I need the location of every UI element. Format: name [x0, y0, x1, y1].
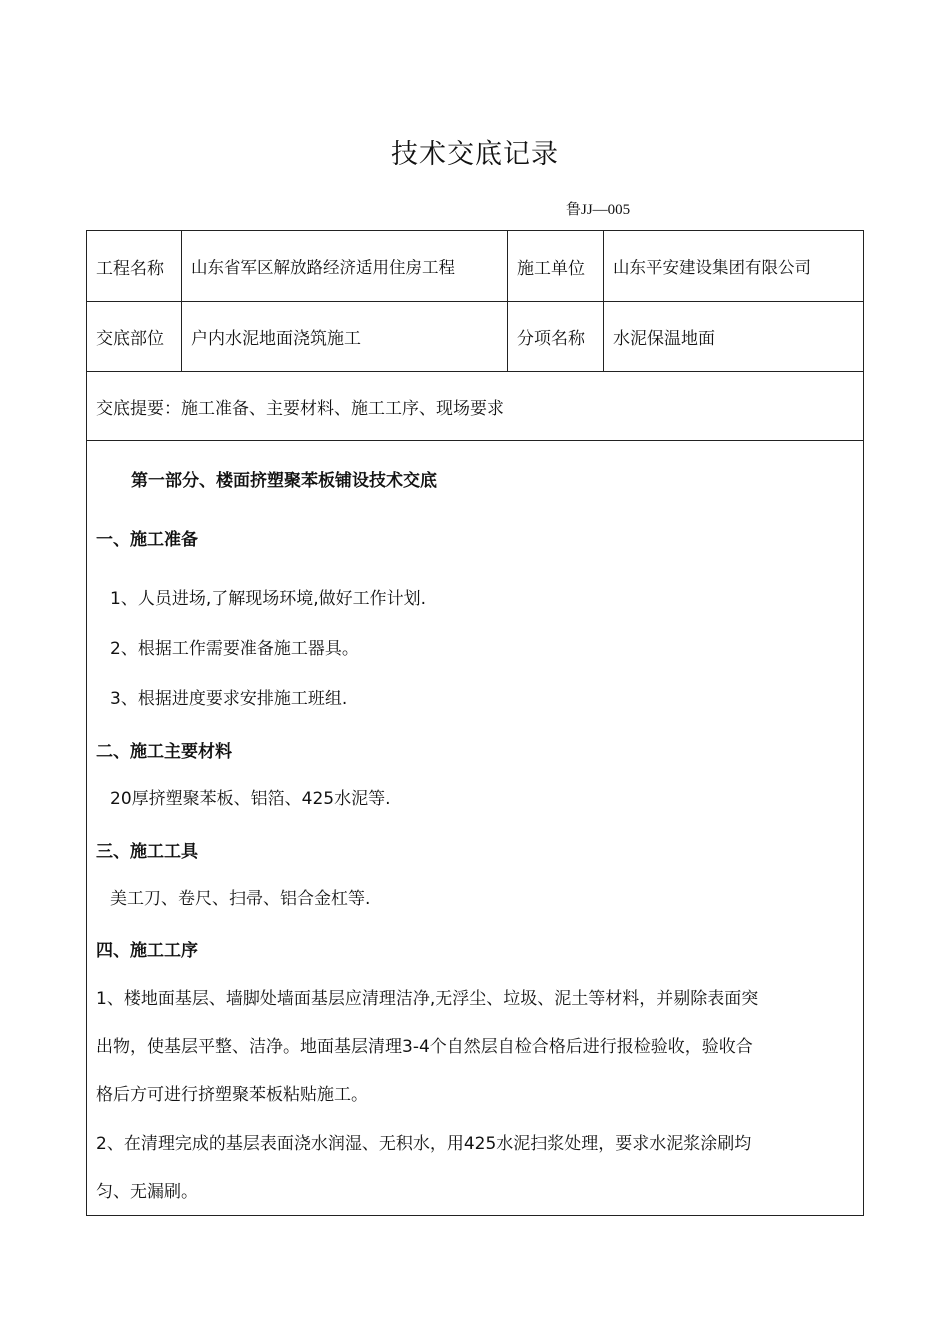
materials-text: 20厚挤塑聚苯板、铝箔、425水泥等. [110, 789, 391, 809]
preparation-item: 2、根据工作需要准备施工器具。 [110, 639, 359, 659]
procedure-line: 出物，使基层平整、洁净。地面基层清理3-4个自然层自检合格后进行报检验收，验收合 [96, 1037, 753, 1057]
row-summary [87, 372, 863, 441]
preparation-item: 1、人员进场,了解现场环境,做好工作计划. [110, 589, 427, 609]
procedure-line: 格后方可进行挤塑聚苯板粘贴施工。 [96, 1085, 368, 1105]
part-heading: 第一部分、楼面挤塑聚苯板铺设技术交底 [131, 471, 437, 491]
section-heading-materials: 二、施工主要材料 [96, 742, 232, 762]
section-heading-procedure: 四、施工工序 [96, 941, 198, 961]
row-project [87, 231, 863, 302]
section-heading-tools: 三、施工工具 [96, 842, 198, 862]
summary-text: 交底提要：施工准备、主要材料、施工工序、现场要求 [96, 398, 504, 419]
row-part [87, 302, 863, 372]
preparation-item: 3、根据进度要求安排施工班组. [110, 689, 348, 709]
procedure-line: 2、在清理完成的基层表面浇水润湿、无积水，用425水泥扫浆处理，要求水泥浆涂刷均 [96, 1134, 752, 1154]
form-code: 鲁JJ—005 [566, 202, 631, 218]
procedure-line: 匀、无漏刷。 [96, 1182, 198, 1202]
part-label: 交底部位 [96, 329, 164, 349]
procedure-line: 1、楼地面基层、墙脚处墙面基层应清理洁净,无浮尘、垃圾、泥土等材料，并剔除表面突 [96, 989, 759, 1009]
record-table [86, 230, 864, 1216]
contractor-value: 山东平安建设集团有限公司 [613, 258, 811, 277]
part-value: 户内水泥地面浇筑施工 [191, 329, 361, 349]
document-title: 技术交底记录 [391, 139, 559, 170]
contractor-label: 施工单位 [517, 258, 585, 279]
project-value: 山东省军区解放路经济适用住房工程 [191, 258, 455, 277]
project-label: 工程名称 [96, 258, 164, 279]
tools-text: 美工刀、卷尺、扫帚、铝合金杠等. [110, 889, 371, 909]
item-label: 分项名称 [517, 329, 585, 349]
item-value: 水泥保温地面 [613, 329, 715, 349]
section-heading-preparation: 一、施工准备 [96, 530, 198, 550]
